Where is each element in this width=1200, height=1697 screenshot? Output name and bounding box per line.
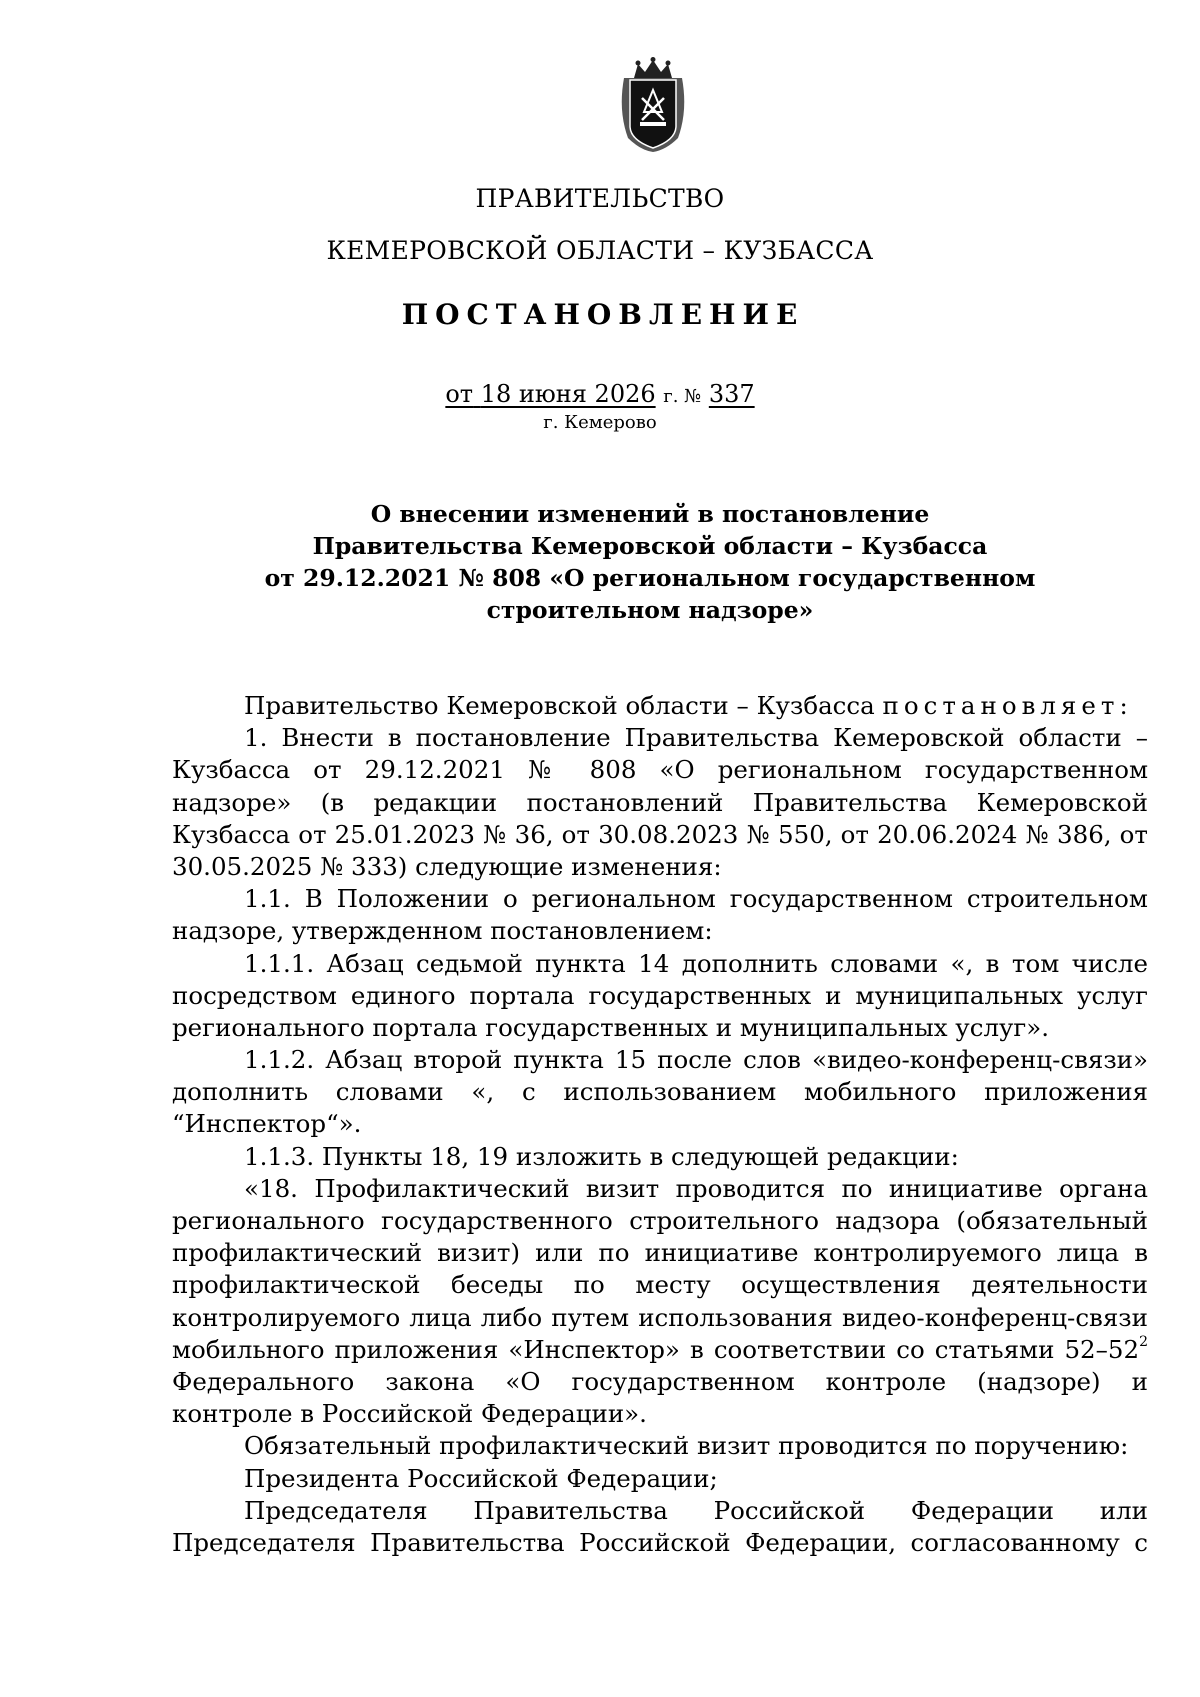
document-body bbox=[172, 690, 1148, 1559]
body-line: 1.1.3. Пункты 18, 19 изложить в следующей редакции: bbox=[244, 1141, 959, 1171]
title-line: Правительства Кемеровской области – Кузбасса bbox=[312, 532, 988, 560]
body-line: надзоре» (в редакции постановлений Правительства Кемеровской bbox=[172, 787, 1148, 817]
body-line: Обязательный профилактический визит проводится по поручению: bbox=[244, 1431, 1129, 1461]
body-line: 1.1.2. Абзац второй пункта 15 после слов «видео-конференц-связи» bbox=[244, 1045, 1148, 1075]
body-line: Федерального закона «О государственном контроле (надзоре) и bbox=[172, 1366, 1148, 1396]
body-line: дополнить словами «, с использованием мобильного приложения bbox=[172, 1077, 1148, 1107]
body-line: 1.1. В Положении о региональном государственном строительном bbox=[244, 884, 1148, 914]
body-line: Президента Российской Федерации; bbox=[244, 1463, 718, 1493]
body-line: Кузбасса от 29.12.2021 № 808 «О региональном государственном bbox=[172, 755, 1148, 785]
document-number: 337 bbox=[708, 380, 755, 408]
body-line: 1. Внести в постановление Правительства Кемеровской области – bbox=[244, 723, 1148, 753]
body-line: контролируемого лица либо путем использования видео-конференц-связи bbox=[172, 1302, 1148, 1332]
body-line: профилактический визит) или по инициативе контролируемого лица в bbox=[172, 1238, 1148, 1268]
document-title bbox=[220, 498, 1080, 626]
body-line: Кузбасса от 25.01.2023 № 36, от 30.08.2023 № 550, от 20.06.2024 № 386, от bbox=[172, 819, 1148, 849]
body-line: профилактической беседы по месту осуществления деятельности bbox=[172, 1270, 1148, 1300]
body-line: посредством единого портала государственных и муниципальных услуг bbox=[172, 980, 1148, 1010]
resolves-word: постановляет: bbox=[882, 691, 1133, 720]
body-line: 1.1.1. Абзац седьмой пункта 14 дополнить словами «, в том числе bbox=[244, 948, 1148, 978]
body-line: регионального портала государственных и муниципальных услуг». bbox=[172, 1012, 1050, 1042]
coat-of-arms-icon bbox=[612, 56, 694, 154]
city: г. Кемерово bbox=[543, 412, 657, 433]
body-line: надзоре, утвержденном постановлением: bbox=[172, 916, 713, 946]
region-name: КЕМЕРОВСКОЙ ОБЛАСТИ – КУЗБАССА bbox=[326, 236, 874, 265]
year-number-label: г. № bbox=[663, 386, 702, 407]
kuzbass-coat-of-arms-icon bbox=[612, 56, 694, 154]
body-line: Правительство Кемеровской области – Кузбасса постановляет: bbox=[244, 691, 1133, 720]
title-line: строительном надзоре» bbox=[486, 596, 814, 624]
government-name: ПРАВИТЕЛЬСТВО bbox=[475, 184, 725, 213]
body-line: 30.05.2025 № 333) следующие изменения: bbox=[172, 851, 722, 881]
superscript: 2 bbox=[1139, 1333, 1148, 1350]
body-line: “Инспектор“». bbox=[172, 1109, 362, 1139]
title-line: от 29.12.2021 № 808 «О региональном государственном bbox=[264, 564, 1036, 592]
body-line: Председателя Правительства Российской Федерации или bbox=[244, 1495, 1148, 1525]
body-line: контроле в Российской Федерации». bbox=[172, 1399, 647, 1429]
body-line: «18. Профилактический визит проводится по инициативе органа bbox=[244, 1173, 1148, 1203]
body-line: Председателя Правительства Российской Федерации, согласованному с bbox=[172, 1527, 1148, 1557]
title-line: О внесении изменений в постановление bbox=[370, 500, 930, 528]
body-line: мобильного приложения «Инспектор» в соответствии со статьями $52-52^2$ bbox=[172, 1333, 1148, 1364]
body-line: регионального государственного строительного надзора (обязательный bbox=[172, 1206, 1148, 1235]
date-text: от 18 июня 2026 bbox=[445, 380, 656, 408]
document-type: ПОСТАНОВЛЕНИЕ bbox=[401, 298, 805, 331]
date-number-line bbox=[0, 380, 1200, 408]
